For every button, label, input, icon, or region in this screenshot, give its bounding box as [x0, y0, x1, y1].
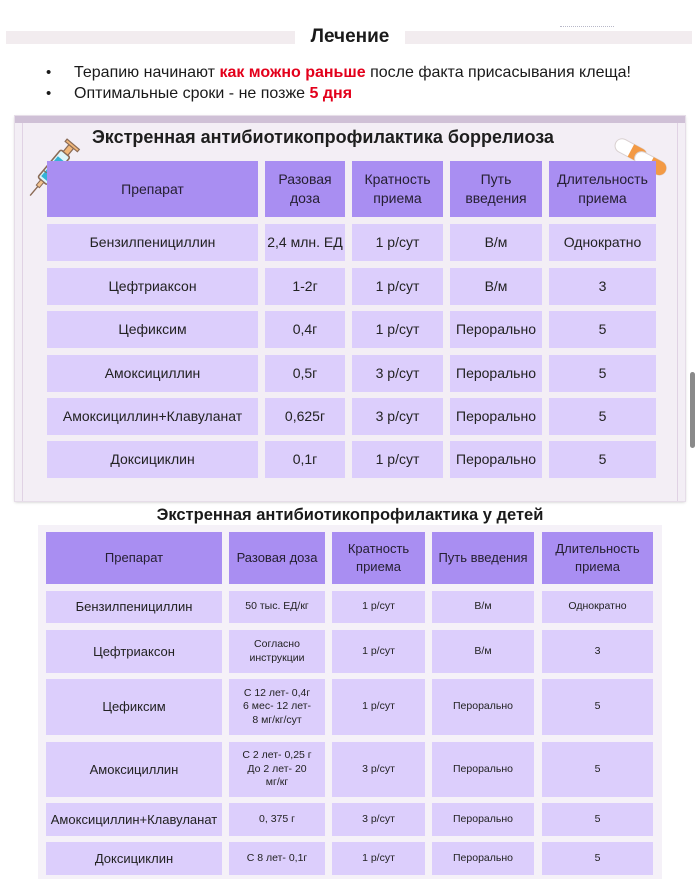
- table-cell: 3 р/сут: [352, 398, 443, 435]
- bullet-list: [44, 62, 631, 104]
- table-cell: Цефтриаксон: [46, 630, 222, 673]
- table-cell: Перорально: [432, 842, 534, 875]
- table-cell: 5: [542, 679, 653, 735]
- table-cell: Перорально: [450, 398, 542, 435]
- page-title: Лечение: [295, 26, 406, 48]
- table-cell: 1 р/сут: [332, 679, 425, 735]
- table-cell: Бензилпенициллин: [47, 224, 258, 261]
- table-cell: Согласно инструкции: [229, 630, 325, 673]
- table-cell: 1 р/сут: [332, 842, 425, 875]
- page-title-wrap: [0, 26, 700, 48]
- table-cell: Доксициклин: [46, 842, 222, 875]
- table-cell: Амоксициллин: [47, 355, 258, 392]
- header-cell: Путь введения: [450, 161, 542, 217]
- highlight-text: 5 дня: [309, 85, 353, 102]
- table-cell: В/м: [432, 591, 534, 623]
- table-cell: 5: [549, 441, 656, 478]
- table-cell: Перорально: [450, 441, 542, 478]
- table-cell: 1 р/сут: [332, 630, 425, 673]
- table-cell: 0, 375 г: [229, 803, 325, 836]
- header-cell: Разовая доза: [229, 532, 325, 584]
- header-cell: Препарат: [47, 161, 258, 217]
- table-cell: 5: [542, 742, 653, 797]
- header-cell: Разовая доза: [265, 161, 345, 217]
- table-cell: 3 р/сут: [332, 803, 425, 836]
- table-cell: Перорально: [432, 679, 534, 735]
- table-cell: 0,1г: [265, 441, 345, 478]
- table-cell: 1 р/сут: [332, 591, 425, 623]
- table-cell: Перорально: [432, 803, 534, 836]
- table-cell: 3: [549, 268, 656, 305]
- table-cell: 5: [542, 803, 653, 836]
- adult-table-title: Экстренная антибиотикопрофилактика боррелиоза: [92, 127, 554, 147]
- header-cell: Кратность приема: [332, 532, 425, 584]
- scrollbar-thumb[interactable]: [690, 372, 695, 448]
- table-cell: Бензилпенициллин: [46, 591, 222, 623]
- table-cell: В/м: [432, 630, 534, 673]
- highlight-text: как можно раньше: [219, 64, 366, 81]
- bullet-item: • Терапию начинают как можно раньше после факта присасывания клеща!: [44, 62, 631, 83]
- table-cell: С 2 лет- 0,25 г До 2 лет- 20 мг/кг: [229, 742, 325, 797]
- bullet-item: • Оптимальные сроки - не позже 5 дня: [44, 83, 631, 104]
- table-cell: 1 р/сут: [352, 311, 443, 348]
- table-cell: Перорально: [450, 311, 542, 348]
- table-cell: 0,5г: [265, 355, 345, 392]
- table-cell: 2,4 млн. ЕД: [265, 224, 345, 261]
- table-cell: С 12 лет- 0,4г 6 мес- 12 лет- 8 мг/кг/сут: [229, 679, 325, 735]
- table-cell: Цефиксим: [47, 311, 258, 348]
- header-cell: Кратность приема: [352, 161, 443, 217]
- table-cell: Амоксициллин+Клавуланат: [47, 398, 258, 435]
- header-cell: Длительность приема: [549, 161, 656, 217]
- table-cell: В/м: [450, 268, 542, 305]
- table-cell: 1 р/сут: [352, 268, 443, 305]
- table-cell: 5: [549, 311, 656, 348]
- table-cell: 50 тыс. ЕД/кг: [229, 591, 325, 623]
- table-cell: 1 р/сут: [352, 441, 443, 478]
- table-cell: 5: [549, 398, 656, 435]
- table-cell: 3: [542, 630, 653, 673]
- table-cell: Амоксициллин: [46, 742, 222, 797]
- header-cell: Препарат: [46, 532, 222, 584]
- table-cell: 5: [542, 842, 653, 875]
- table-cell: Цефиксим: [46, 679, 222, 735]
- table-cell: 0,625г: [265, 398, 345, 435]
- table-cell: 0,4г: [265, 311, 345, 348]
- header-cell: Путь введения: [432, 532, 534, 584]
- table-cell: 5: [549, 355, 656, 392]
- table-cell: 1 р/сут: [352, 224, 443, 261]
- table-cell: Перорально: [450, 355, 542, 392]
- table-cell: Доксициклин: [47, 441, 258, 478]
- table-cell: Амоксициллин+Клавуланат: [46, 803, 222, 836]
- table-cell: Цефтриаксон: [47, 268, 258, 305]
- table-cell: 3 р/сут: [332, 742, 425, 797]
- table-cell: В/м: [450, 224, 542, 261]
- table-cell: 1-2г: [265, 268, 345, 305]
- table-cell: Однократно: [542, 591, 653, 623]
- table-cell: С 8 лет- 0,1г: [229, 842, 325, 875]
- table-cell: Однократно: [549, 224, 656, 261]
- table-cell: Перорально: [432, 742, 534, 797]
- header-cell: Длительность приема: [542, 532, 653, 584]
- table-cell: 3 р/сут: [352, 355, 443, 392]
- children-table-title: Экстренная антибиотикопрофилактика у детей: [156, 506, 544, 524]
